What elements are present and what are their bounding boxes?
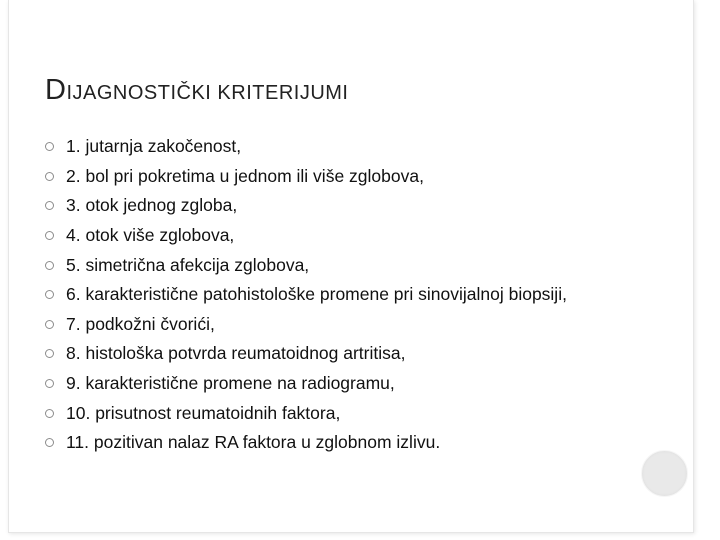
- list-item-text: 10. prisutnost reumatoidnih faktora,: [66, 402, 341, 423]
- list-item-text: 2. bol pri pokretima u jednom ili više zglobova,: [66, 165, 424, 186]
- list-item-text: 8. histološka potvrda reumatoidnog artritisa,: [66, 343, 406, 364]
- list-item-text: 11. pozitivan nalaz RA faktora u zglobnom izlivu.: [66, 432, 441, 453]
- list-item: [45, 221, 567, 251]
- list-item: [45, 428, 567, 458]
- list-item-text: 4. otok više zglobova,: [66, 225, 235, 246]
- bullet-icon: [45, 320, 54, 329]
- bullet-icon: [45, 172, 54, 181]
- list-item-text: 9. karakteristične promene na radiogramu,: [66, 373, 395, 394]
- bullet-icon: [45, 261, 54, 270]
- bullet-icon: [45, 231, 54, 240]
- list-item: [45, 398, 567, 428]
- list-item-text: 7. podkožni čvorići,: [66, 313, 215, 334]
- slide-title-rest: IJAGNOSTIČKI KRITERIJUMI: [66, 82, 349, 104]
- list-item: [45, 132, 567, 162]
- list-item: [45, 280, 567, 310]
- bullet-icon: [45, 438, 54, 447]
- list-item: [45, 250, 567, 280]
- list-item: [45, 310, 567, 340]
- list-item-text: 6. karakteristične patohistološke promene pri sinovijalnoj biopsiji,: [66, 284, 567, 305]
- slide-title-initial: D: [45, 74, 67, 106]
- bullet-icon: [45, 409, 54, 418]
- bullet-icon: [45, 290, 54, 299]
- bullet-icon: [45, 142, 54, 151]
- list-item: [45, 162, 567, 192]
- bullet-icon: [45, 379, 54, 388]
- bullet-icon: [45, 349, 54, 358]
- list-item: [45, 339, 567, 369]
- list-item: [45, 191, 567, 221]
- criteria-list: [45, 132, 567, 458]
- bullet-icon: [45, 201, 54, 210]
- list-item-text: 1. jutarnja zakočenost,: [66, 136, 242, 157]
- corner-circle-decoration: [641, 450, 688, 497]
- list-item-text: 3. otok jednog zgloba,: [66, 195, 238, 216]
- list-item-text: 5. simetrična afekcija zglobova,: [66, 254, 310, 275]
- list-item: [45, 369, 567, 399]
- slide-title: [45, 74, 348, 107]
